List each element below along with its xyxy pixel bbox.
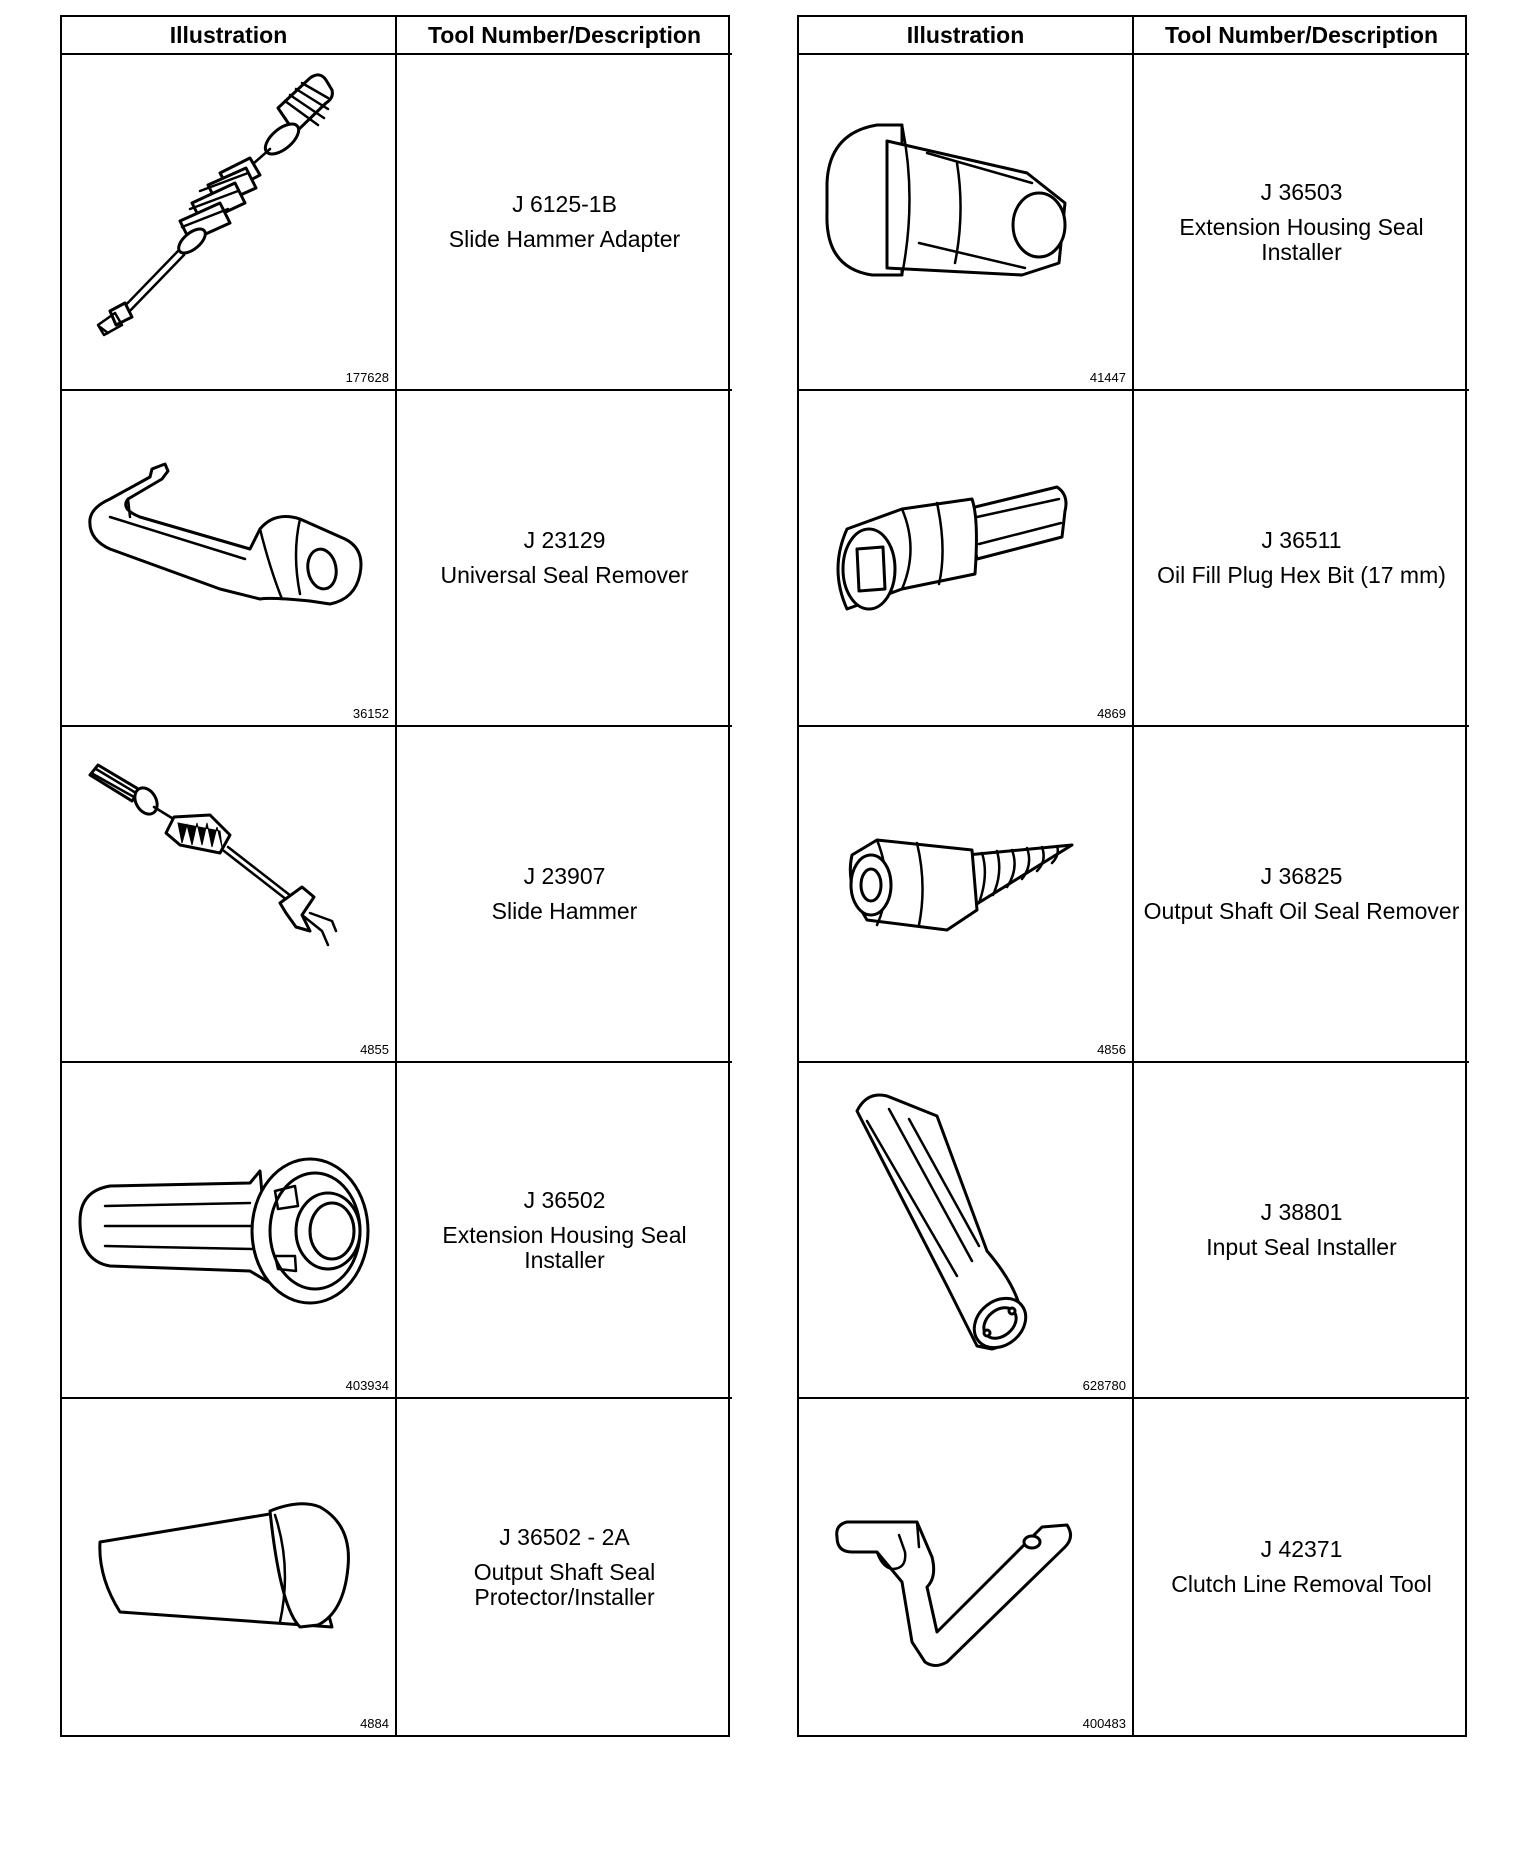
- figure-number: 628780: [1082, 1378, 1126, 1393]
- figure-number: 177628: [345, 370, 389, 385]
- tool-number: J 36825: [1260, 863, 1343, 889]
- tool-number: J 23907: [523, 863, 606, 889]
- tool-description: Slide Hammer: [491, 898, 638, 924]
- figure-number: 4869: [1097, 706, 1126, 721]
- tool-description: Slide Hammer Adapter: [448, 226, 681, 252]
- tool-description-cell: [1134, 1063, 1469, 1399]
- illustration-cell: [799, 391, 1134, 727]
- tool-description-cell: [397, 1063, 732, 1399]
- tool-description-cell: [1134, 55, 1469, 391]
- tool-description-cell: [397, 1399, 732, 1735]
- illustration-header: Illustration: [799, 17, 1134, 55]
- slide-hammer-icon: [70, 735, 385, 1035]
- tool-number: J 36502: [523, 1186, 606, 1213]
- tool-description-cell: [1134, 391, 1469, 727]
- tool-description-cell: [397, 55, 732, 391]
- figure-number: 36152: [352, 706, 389, 721]
- figure-number: 4856: [1097, 1042, 1126, 1057]
- tool-description: Extension Housing Seal Installer: [1179, 213, 1424, 265]
- tool-number: J 36503: [1260, 178, 1343, 205]
- tool-description-cell: [397, 727, 732, 1063]
- output-shaft-seal-protector-icon: [70, 1407, 385, 1707]
- tool-header: Tool Number/Description: [1134, 17, 1469, 55]
- extension-housing-seal-installer-icon: [807, 63, 1122, 363]
- tool-number: J 36511: [1261, 527, 1342, 553]
- slide-hammer-adapter-icon: [70, 63, 385, 363]
- tool-description: Universal Seal Remover: [440, 562, 689, 588]
- tool-description-cell: [397, 391, 732, 727]
- tool-number: J 38801: [1260, 1199, 1343, 1225]
- illustration-cell: [799, 1063, 1134, 1399]
- extension-housing-seal-installer-icon: [70, 1071, 385, 1371]
- illustration-cell: [799, 727, 1134, 1063]
- left-tool-table: [60, 15, 730, 1737]
- tool-number: J 42371: [1260, 1536, 1343, 1562]
- oil-seal-remover-icon: [807, 735, 1122, 1035]
- illustration-cell: [62, 1063, 397, 1399]
- figure-number: 400483: [1082, 1716, 1126, 1731]
- input-seal-installer-icon: [807, 1071, 1122, 1371]
- tool-description: Oil Fill Plug Hex Bit (17 mm): [1157, 562, 1446, 588]
- hex-bit-icon: [807, 399, 1122, 699]
- figure-number: 4884: [360, 1716, 389, 1731]
- tool-number: J 23129: [523, 527, 606, 553]
- tool-description-cell: [1134, 1399, 1469, 1735]
- tool-description: Output Shaft Seal Protector/Installer: [473, 1558, 656, 1610]
- illustration-cell: [62, 391, 397, 727]
- clutch-line-removal-tool-icon: [807, 1407, 1122, 1707]
- tool-description: Extension Housing Seal Installer: [442, 1221, 687, 1273]
- universal-seal-remover-icon: [70, 399, 385, 699]
- illustration-cell: [799, 55, 1134, 391]
- figure-number: 41447: [1089, 370, 1126, 385]
- tool-number: J 6125-1B: [512, 191, 617, 217]
- figure-number: 403934: [345, 1378, 389, 1393]
- tool-number: J 36502 - 2A: [499, 1523, 630, 1550]
- tool-description: Output Shaft Oil Seal Remover: [1143, 898, 1460, 924]
- tool-description: Input Seal Installer: [1206, 1234, 1397, 1260]
- tool-description: Clutch Line Removal Tool: [1171, 1571, 1432, 1597]
- illustration-cell: [62, 55, 397, 391]
- tool-header: Tool Number/Description: [397, 17, 732, 55]
- illustration-cell: [799, 1399, 1134, 1735]
- figure-number: 4855: [360, 1042, 389, 1057]
- illustration-cell: [62, 727, 397, 1063]
- illustration-cell: [62, 1399, 397, 1735]
- tool-description-cell: [1134, 727, 1469, 1063]
- right-tool-table: [797, 15, 1467, 1737]
- illustration-header: Illustration: [62, 17, 397, 55]
